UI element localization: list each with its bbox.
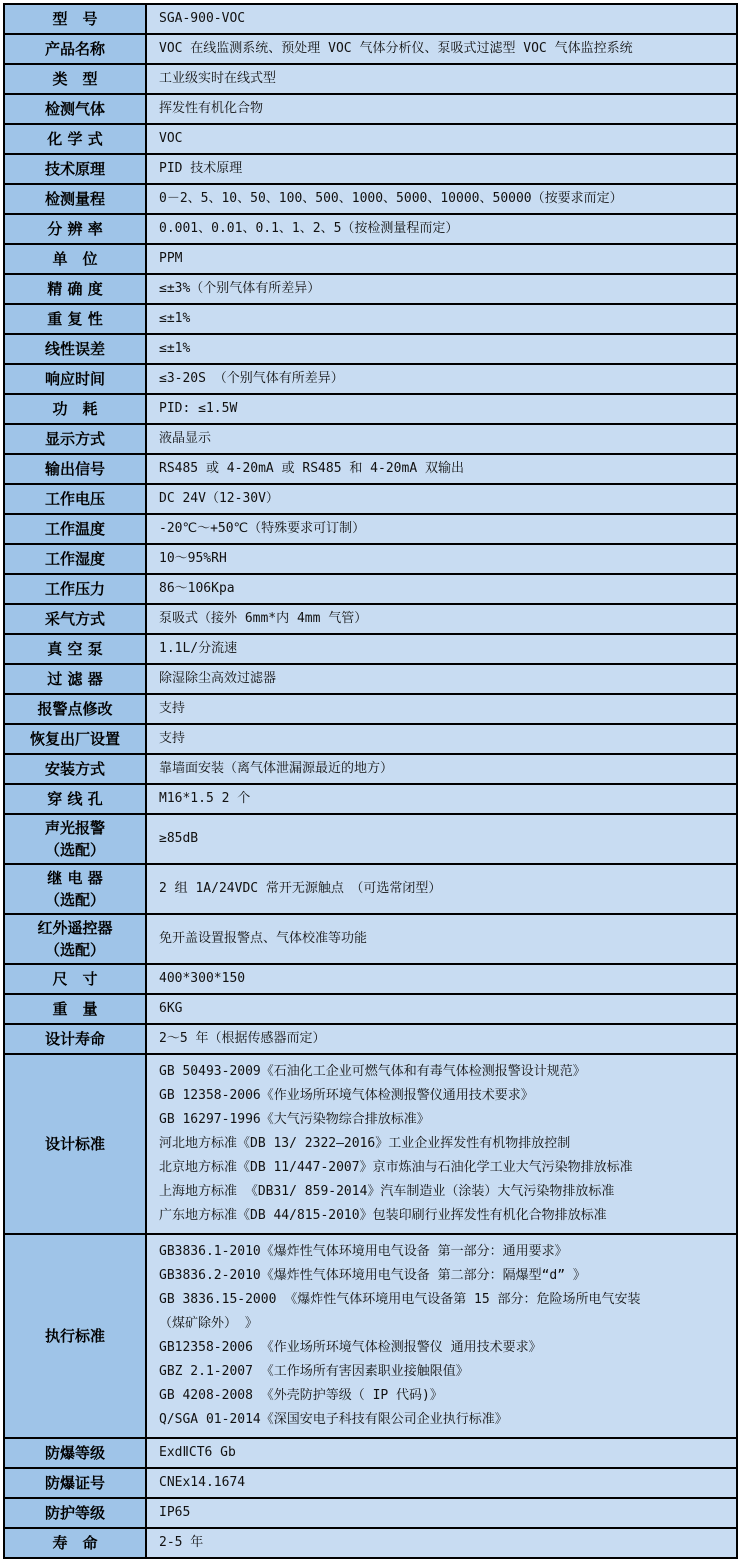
row-value-line: （煤矿除外） 》 — [159, 1316, 258, 1331]
row-label — [5, 1499, 147, 1527]
table-row — [5, 635, 736, 665]
row-label — [5, 995, 147, 1023]
row-value-line: 1.1L/分流速 — [159, 641, 238, 656]
row-value — [147, 1055, 736, 1233]
row-value — [147, 365, 736, 393]
row-value — [147, 665, 736, 693]
row-label — [5, 245, 147, 273]
table-row — [5, 185, 736, 215]
row-value — [147, 965, 736, 993]
row-label-text: 分 辨 率 — [47, 219, 103, 238]
row-label — [5, 185, 147, 213]
row-value-line: GBZ 2.1-2007 《工作场所有害因素职业接触限值》 — [159, 1364, 469, 1379]
row-value-line: ≤±3%（个别气体有所差异） — [159, 281, 321, 296]
row-label-subtext: （选配） — [44, 891, 105, 909]
row-label-text: 防爆等级 — [44, 1443, 105, 1462]
table-row — [5, 395, 736, 425]
row-value — [147, 425, 736, 453]
row-value-line: GB3836.2-2010《爆炸性气体环境用电气设备 第二部分：隔爆型“d” 》 — [159, 1268, 586, 1283]
row-label-text: 工作湿度 — [44, 549, 105, 568]
row-label — [5, 305, 147, 333]
row-value-line: 0－2、5、10、50、100、500、1000、5000、10000、50000（按要求而定） — [159, 191, 623, 206]
row-value-line: IP65 — [159, 1505, 191, 1520]
row-value — [147, 1499, 736, 1527]
row-value — [147, 1529, 736, 1557]
row-label-text: 线性误差 — [44, 339, 105, 358]
table-row — [5, 695, 736, 725]
row-value-line: 支持 — [159, 701, 186, 716]
row-label — [5, 725, 147, 753]
row-value — [147, 185, 736, 213]
row-value — [147, 455, 736, 483]
row-label-text: 继 电 器 — [47, 869, 103, 887]
row-value-line: PID 技术原理 — [159, 161, 243, 176]
row-value-line: 0.001、0.01、0.1、1、2、5（按检测量程而定） — [159, 221, 459, 236]
row-value — [147, 65, 736, 93]
table-row — [5, 365, 736, 395]
row-label — [5, 1055, 147, 1233]
row-label-text: 红外遥控器 — [37, 919, 113, 937]
row-label-text: 过 滤 器 — [47, 669, 103, 688]
row-value-line: GB 3836.15-2000 《爆炸性气体环境用电气设备第 15 部分：危险场所电气安装 — [159, 1292, 641, 1307]
row-label-text: 尺 寸 — [52, 969, 98, 988]
row-value — [147, 275, 736, 303]
row-label — [5, 665, 147, 693]
table-row — [5, 965, 736, 995]
row-value-line: 2-5 年 — [159, 1535, 204, 1550]
row-label — [5, 965, 147, 993]
row-value-line: 靠墙面安装（离气体泄漏源最近的地方） — [159, 761, 394, 776]
table-row — [5, 665, 736, 695]
table-row — [5, 335, 736, 365]
row-label-text: 检测量程 — [44, 189, 105, 208]
row-label-text: 重 复 性 — [47, 309, 103, 328]
row-label — [5, 1439, 147, 1467]
row-value-line: 400*300*150 — [159, 971, 246, 986]
row-label-text: 响应时间 — [44, 369, 105, 388]
row-label-text: 型 号 — [52, 9, 98, 28]
row-value — [147, 725, 736, 753]
row-label-text: 声光报警 — [44, 819, 105, 837]
row-value — [147, 215, 736, 243]
row-label-text: 执行标准 — [44, 1326, 105, 1345]
table-row — [5, 1439, 736, 1469]
row-value — [147, 545, 736, 573]
row-value — [147, 995, 736, 1023]
row-value-line: 挥发性有机化合物 — [159, 101, 264, 116]
row-label-text: 恢复出厂设置 — [29, 729, 120, 748]
row-label-text: 报警点修改 — [37, 699, 113, 718]
row-value-line: 6KG — [159, 1001, 183, 1016]
table-row — [5, 95, 736, 125]
row-label — [5, 635, 147, 663]
row-label — [5, 785, 147, 813]
row-value — [147, 1025, 736, 1053]
table-row — [5, 1055, 736, 1235]
row-label-text: 单 位 — [52, 249, 98, 268]
row-label — [5, 515, 147, 543]
row-label-subtext: （选配） — [44, 841, 105, 859]
row-value — [147, 95, 736, 123]
row-value-line: ≤±1% — [159, 311, 191, 326]
row-value-line: 广东地方标准《DB 44/815-2010》包装印刷行业挥发性有机化合物排放标准 — [159, 1208, 607, 1223]
row-label — [5, 545, 147, 573]
row-value-line: GB 12358-2006《作业场所环境气体检测报警仪通用技术要求》 — [159, 1088, 534, 1103]
table-row — [5, 815, 736, 865]
row-label — [5, 1025, 147, 1053]
table-row — [5, 245, 736, 275]
row-value — [147, 335, 736, 363]
row-label-text: 采气方式 — [44, 609, 105, 628]
row-label — [5, 1235, 147, 1437]
table-row — [5, 125, 736, 155]
row-value-line: 2～5 年（根据传感器而定） — [159, 1031, 326, 1046]
row-value-line: GB12358-2006 《作业场所环境气体检测报警仪 通用技术要求》 — [159, 1340, 542, 1355]
table-row — [5, 425, 736, 455]
row-label-text: 精 确 度 — [47, 279, 103, 298]
row-value-line: ≤3-20S （个别气体有所差异） — [159, 371, 344, 386]
row-label — [5, 125, 147, 153]
row-value — [147, 785, 736, 813]
row-label-text: 功 耗 — [52, 399, 98, 418]
row-label-text: 化 学 式 — [47, 129, 103, 148]
row-value-line: PID: ≤1.5W — [159, 401, 238, 416]
row-label-text: 输出信号 — [44, 459, 105, 478]
row-value-line: CNEx14.1674 — [159, 1475, 246, 1490]
row-value-line: GB 4208-2008 《外壳防护等级（ IP 代码)》 — [159, 1388, 443, 1403]
row-label — [5, 755, 147, 783]
table-row — [5, 545, 736, 575]
row-value — [147, 1439, 736, 1467]
row-value-line: 北京地方标准《DB 11/447-2007》京市炼油与石油化学工业大气污染物排放标准 — [159, 1160, 633, 1175]
row-label — [5, 485, 147, 513]
row-value — [147, 515, 736, 543]
row-value — [147, 755, 736, 783]
spec-table — [3, 3, 738, 1559]
row-value-line: ≥85dB — [159, 831, 199, 846]
table-row — [5, 915, 736, 965]
row-label-text: 防护等级 — [44, 1503, 105, 1522]
table-row — [5, 755, 736, 785]
table-row — [5, 275, 736, 305]
row-value-line: GB 16297-1996《大气污染物综合排放标准》 — [159, 1112, 430, 1127]
row-value-line: 10～95%RH — [159, 551, 227, 566]
row-label — [5, 695, 147, 723]
row-label-text: 防爆证号 — [44, 1473, 105, 1492]
table-row — [5, 305, 736, 335]
row-value-line: SGA-900-VOC — [159, 11, 246, 26]
row-label — [5, 915, 147, 963]
row-label — [5, 215, 147, 243]
row-value — [147, 695, 736, 723]
row-value — [147, 485, 736, 513]
row-label — [5, 275, 147, 303]
row-value — [147, 305, 736, 333]
row-label-text: 设计寿命 — [44, 1029, 105, 1048]
row-label — [5, 65, 147, 93]
table-row — [5, 5, 736, 35]
row-value-line: -20℃～+50℃（特殊要求可订制） — [159, 521, 366, 536]
table-row — [5, 1499, 736, 1529]
table-row — [5, 515, 736, 545]
table-row — [5, 485, 736, 515]
row-value-line: Q/SGA 01-2014《深国安电子科技有限公司企业执行标准》 — [159, 1412, 508, 1427]
table-row — [5, 725, 736, 755]
row-value-line: 河北地方标准《DB 13/ 2322—2016》工业企业挥发性有机物排放控制 — [159, 1136, 571, 1151]
row-value — [147, 575, 736, 603]
row-label-text: 类 型 — [52, 69, 98, 88]
table-row — [5, 865, 736, 915]
row-label-text: 穿 线 孔 — [47, 789, 103, 808]
table-row — [5, 785, 736, 815]
table-row — [5, 35, 736, 65]
row-label — [5, 1529, 147, 1557]
row-value-line: 工业级实时在线式型 — [159, 71, 277, 86]
row-label-text: 真 空 泵 — [47, 639, 103, 658]
row-value-line: DC 24V（12-30V） — [159, 491, 279, 506]
row-value-line: PPM — [159, 251, 183, 266]
row-label — [5, 865, 147, 913]
row-value-line: 2 组 1A/24VDC 常开无源触点 （可选常闭型） — [159, 881, 442, 896]
row-label — [5, 455, 147, 483]
row-label — [5, 155, 147, 183]
row-value — [147, 865, 736, 913]
row-value-line: 液晶显示 — [159, 431, 212, 446]
table-row — [5, 215, 736, 245]
row-value-line: 86～106Kpa — [159, 581, 235, 596]
row-value — [147, 155, 736, 183]
table-row — [5, 65, 736, 95]
table-row — [5, 1235, 736, 1439]
row-label — [5, 815, 147, 863]
row-label-text: 工作压力 — [44, 579, 105, 598]
table-row — [5, 1469, 736, 1499]
row-value — [147, 1469, 736, 1497]
table-row — [5, 995, 736, 1025]
row-label — [5, 575, 147, 603]
row-value — [147, 5, 736, 33]
row-label-text: 工作温度 — [44, 519, 105, 538]
row-value-line: M16*1.5 2 个 — [159, 791, 251, 806]
row-value-line: ≤±1% — [159, 341, 191, 356]
row-label — [5, 1469, 147, 1497]
row-label-text: 寿 命 — [52, 1533, 98, 1552]
table-row — [5, 1025, 736, 1055]
row-label — [5, 35, 147, 63]
row-value-line: 免开盖设置报警点、气体校准等功能 — [159, 931, 368, 946]
row-value-line: VOC — [159, 131, 183, 146]
row-value — [147, 915, 736, 963]
table-row — [5, 155, 736, 185]
row-label-text: 重 量 — [52, 999, 98, 1018]
row-label-subtext: （选配） — [44, 941, 105, 959]
row-value-line: GB 50493-2009《石油化工企业可燃气体和有毒气体检测报警设计规范》 — [159, 1064, 586, 1079]
row-value-line: VOC 在线监测系统、预处理 VOC 气体分析仪、泵吸式过滤型 VOC 气体监控系统 — [159, 41, 633, 56]
row-label — [5, 425, 147, 453]
row-value-line: 上海地方标准 《DB31/ 859-2014》汽车制造业（涂装）大气污染物排放标准 — [159, 1184, 615, 1199]
row-value-line: 除湿除尘高效过滤器 — [159, 671, 277, 686]
row-value-line: RS485 或 4-20mA 或 RS485 和 4-20mA 双输出 — [159, 461, 464, 476]
product-spec-sheet — [0, 3, 741, 1559]
row-label-text: 安装方式 — [44, 759, 105, 778]
row-label-text: 产品名称 — [44, 39, 105, 58]
table-row — [5, 455, 736, 485]
row-value-line: ExdⅡCT6 Gb — [159, 1445, 236, 1460]
row-value — [147, 395, 736, 423]
table-row — [5, 605, 736, 635]
row-label-text: 技术原理 — [44, 159, 105, 178]
table-row — [5, 575, 736, 605]
row-label — [5, 95, 147, 123]
row-value-line: 支持 — [159, 731, 186, 746]
row-value — [147, 635, 736, 663]
row-value — [147, 35, 736, 63]
row-value — [147, 125, 736, 153]
row-label — [5, 5, 147, 33]
row-label — [5, 335, 147, 363]
row-value — [147, 815, 736, 863]
row-label — [5, 365, 147, 393]
row-label-text: 显示方式 — [44, 429, 105, 448]
row-value — [147, 245, 736, 273]
row-label — [5, 395, 147, 423]
row-value-line: GB3836.1-2010《爆炸性气体环境用电气设备 第一部分：通用要求》 — [159, 1244, 568, 1259]
row-label-text: 设计标准 — [44, 1134, 105, 1153]
row-value — [147, 1235, 736, 1437]
row-label — [5, 605, 147, 633]
row-value-line: 泵吸式（接外 6mm*内 4mm 气管） — [159, 611, 368, 626]
row-label-text: 工作电压 — [44, 489, 105, 508]
row-value — [147, 605, 736, 633]
row-label-text: 检测气体 — [44, 99, 105, 118]
table-row — [5, 1529, 736, 1557]
